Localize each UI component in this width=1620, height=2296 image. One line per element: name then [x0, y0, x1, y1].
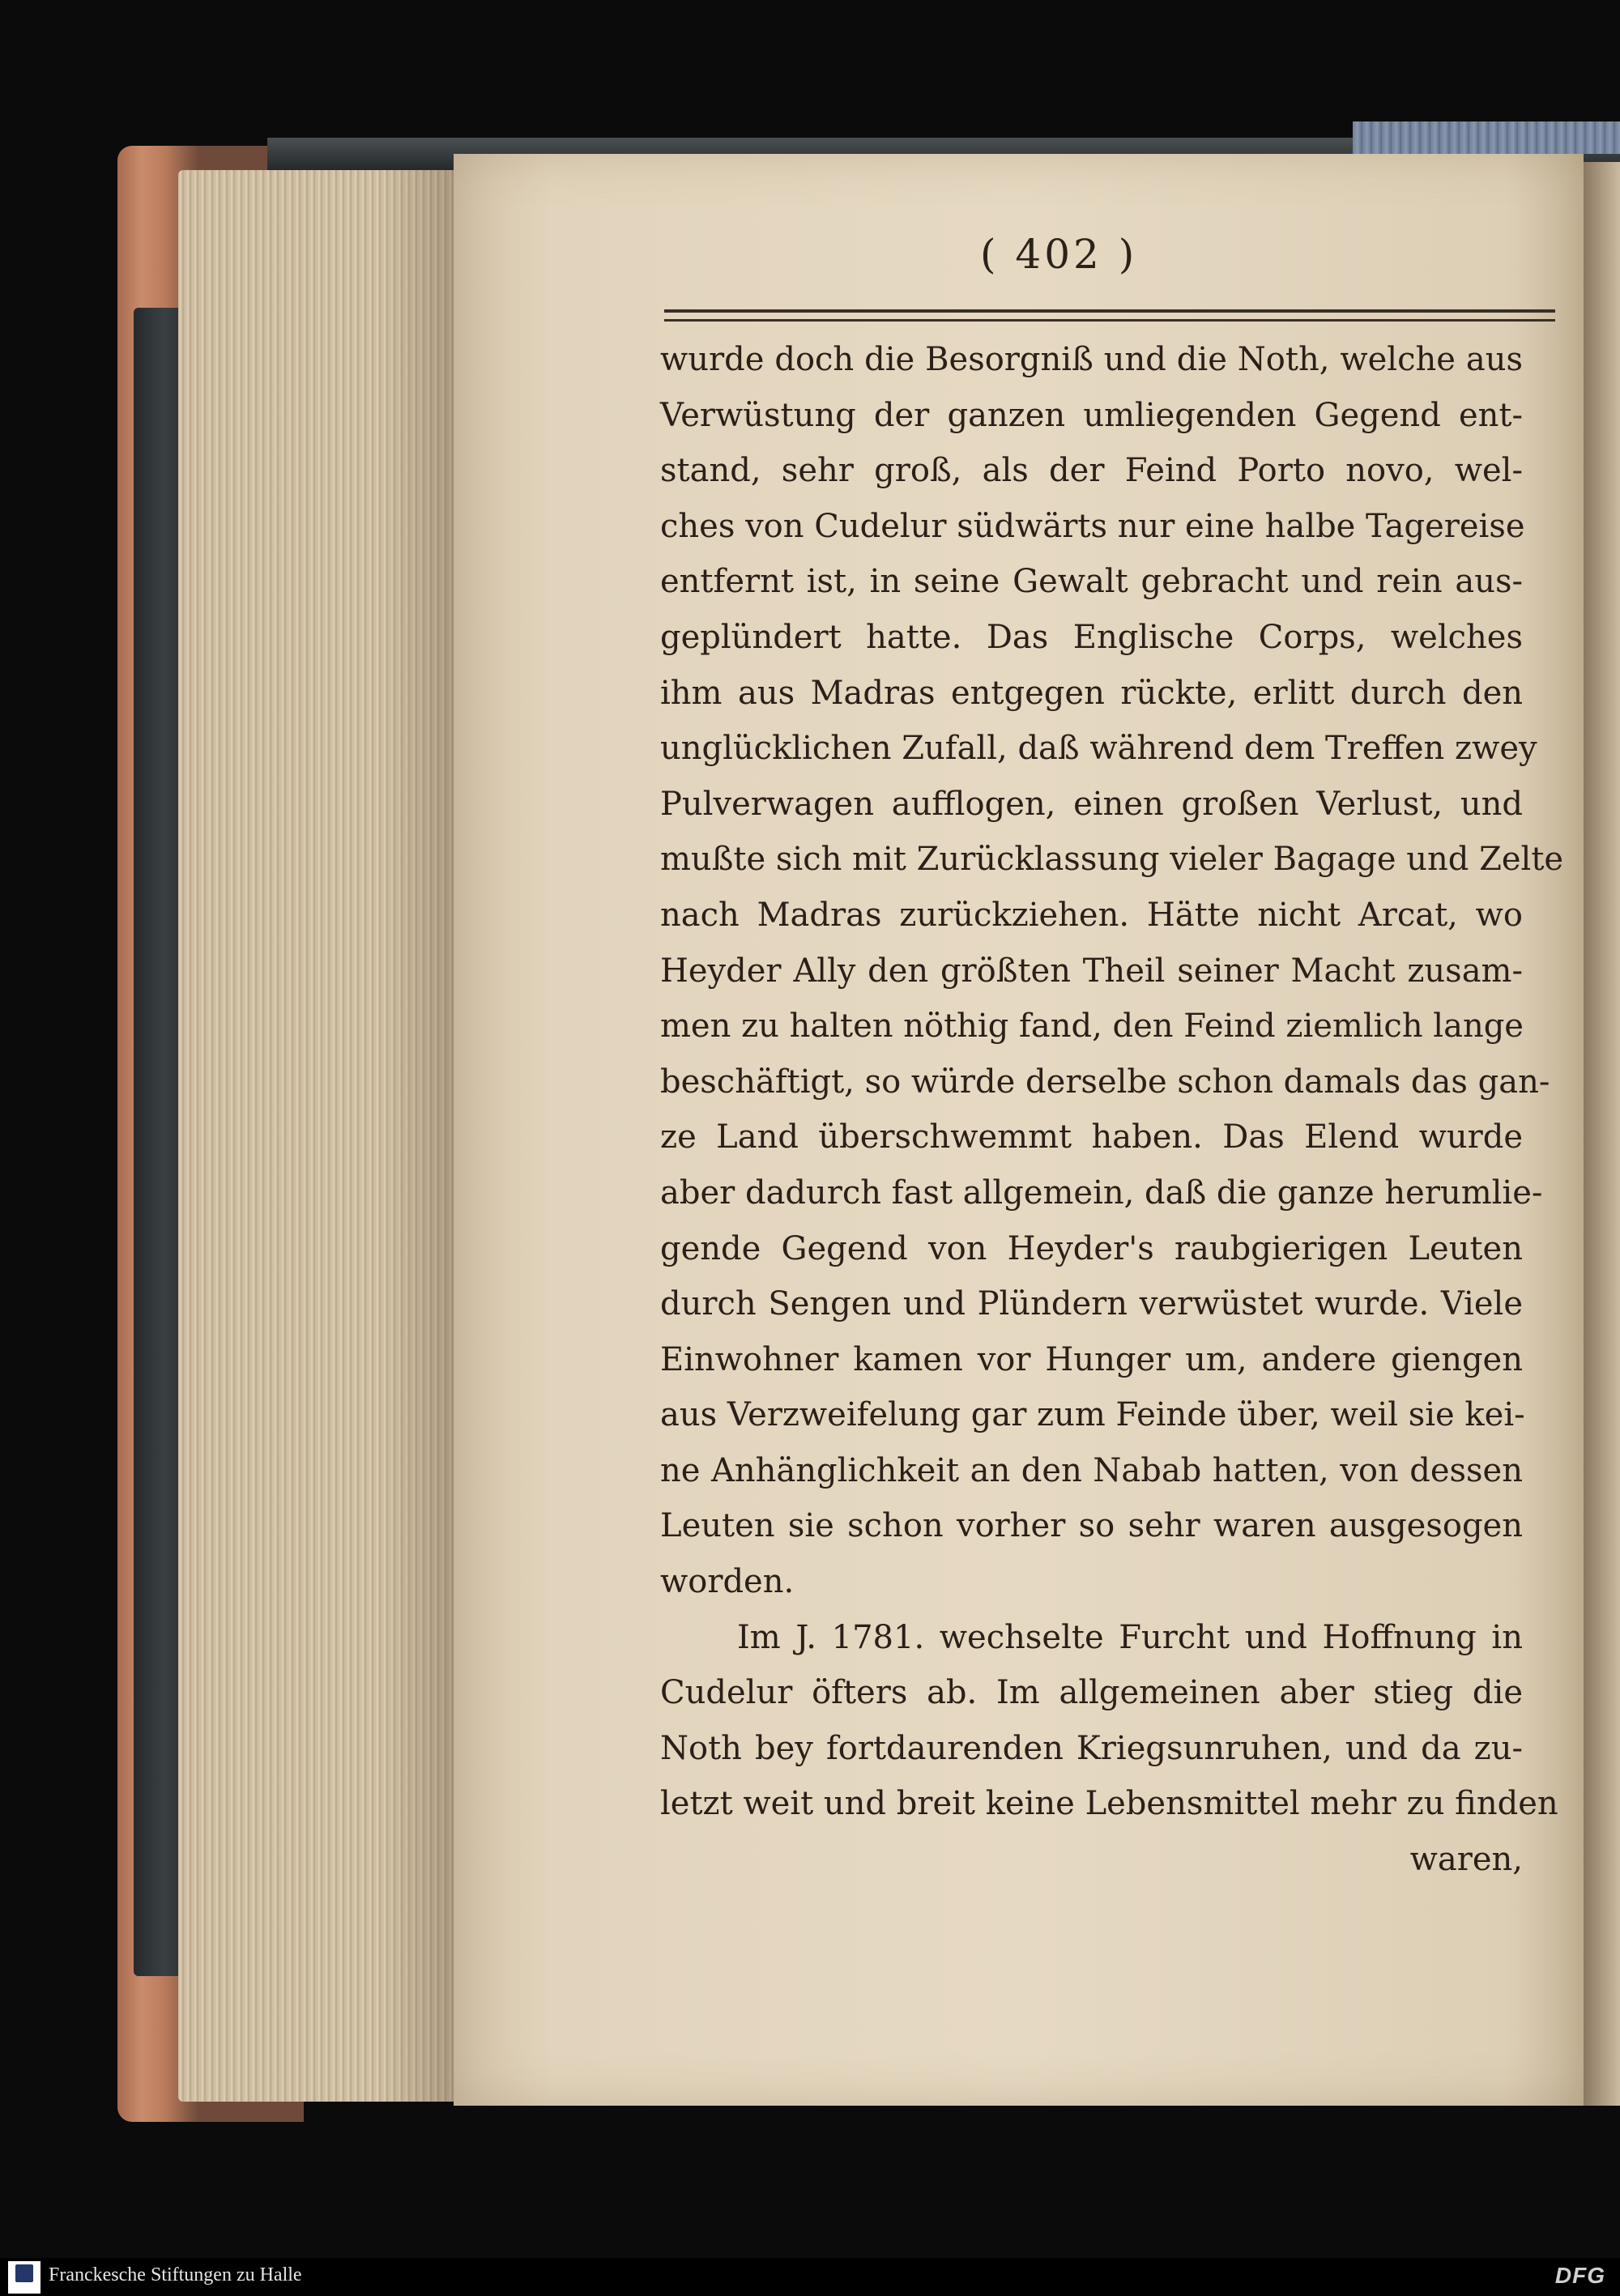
text-line: durch Sengen und Plündern verwüstet wurde. Viele	[660, 1285, 1523, 1323]
text-line: worden.	[660, 1563, 795, 1601]
text-line: unglücklichen Zufall, daß während dem Treffen zwey	[660, 730, 1537, 768]
text-line: Heyder Ally den größten Theil seiner Macht zusam-	[660, 952, 1523, 990]
text-line: Pulverwagen aufflogen, einen großen Verlust, und	[660, 785, 1523, 823]
dfg-logo: DFG	[1554, 2263, 1605, 2288]
text-line: stand, sehr groß, als der Feind Porto novo, wel-	[660, 452, 1523, 490]
page-body-text	[660, 332, 1564, 1888]
text-line: mußte sich mit Zurücklassung vieler Bagage und Zelte	[660, 841, 1564, 879]
text-line: ihm aus Madras entgegen rückte, erlitt durch den	[660, 674, 1523, 712]
text-line: aber dadurch fast allgemein, daß die ganze herumlie-	[660, 1174, 1543, 1212]
text-line: ze Land überschwemmt haben. Das Elend wurde	[660, 1118, 1523, 1157]
text-line: men zu halten nöthig fand, den Feind ziemlich lange	[660, 1007, 1524, 1046]
text-line: wurde doch die Besorgniß und die Noth, welche aus	[660, 341, 1523, 378]
text-line: geplündert hatte. Das Englische Corps, welches	[660, 618, 1523, 656]
text-line: Leuten sie schon vorher so sehr waren ausgesogen	[660, 1507, 1523, 1545]
facing-page-edge	[1584, 162, 1620, 2106]
text-line: Noth bey fortdaurenden Kriegsunruhen, und da zu-	[660, 1729, 1523, 1767]
text-line: Einwohner kamen vor Hunger um, andere giengen	[660, 1340, 1523, 1378]
text-line: Cudelur öfters ab. Im allgemeinen aber stieg die	[660, 1674, 1523, 1712]
catchword: waren,	[1409, 1841, 1523, 1879]
page-number-header: ( 402 )	[980, 231, 1138, 278]
text-line: Im J. 1781. wechselte Furcht und Hoffnung in	[737, 1618, 1523, 1656]
page-gutter-shadow	[381, 170, 462, 2102]
text-line: aus Verzweifelung gar zum Feinde über, weil sie kei-	[660, 1396, 1525, 1434]
header-rule	[664, 309, 1555, 322]
text-line: beschäftigt, so würde derselbe schon damals das gan-	[660, 1063, 1550, 1101]
text-line: nach Madras zurückziehen. Hätte nicht Arcat, wo	[660, 896, 1523, 934]
book-cover-cloth	[1353, 121, 1620, 154]
text-line: entfernt ist, in seine Gewalt gebracht und rein aus-	[660, 563, 1523, 601]
text-line: Verwüstung der ganzen umliegenden Gegend ent-	[660, 396, 1523, 434]
text-line: gende Gegend von Heyder's raubgierigen Leuten	[660, 1229, 1523, 1267]
text-line: letzt weit und breit keine Lebensmittel mehr zu finden	[660, 1785, 1558, 1823]
institution-name: Franckesche Stiftungen zu Halle	[49, 2264, 302, 2285]
institution-logo-mark-icon	[15, 2264, 33, 2282]
text-line: ne Anhänglichkeit an den Nabab hatten, von dessen	[660, 1451, 1523, 1489]
text-line: ches von Cudelur südwärts nur eine halbe Tagereise	[660, 507, 1525, 545]
